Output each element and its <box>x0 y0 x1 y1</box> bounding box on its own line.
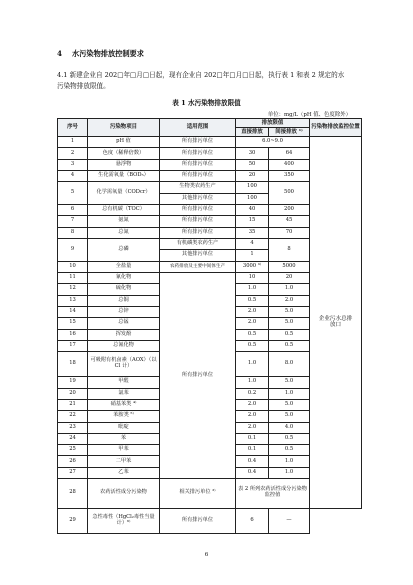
cell-no: 12 <box>58 284 88 295</box>
cell-item: 苯 <box>88 433 160 444</box>
cell-indirect: 0.5 <box>269 329 310 340</box>
cell-no: 24 <box>58 433 88 444</box>
cell-no: 23 <box>58 422 88 433</box>
cell-direct: 20 <box>236 170 269 181</box>
cell-direct: 0.5 <box>236 329 269 340</box>
cell-no: 13 <box>58 295 88 306</box>
cell-indirect: 64 <box>269 148 310 159</box>
cell-no: 4 <box>58 170 88 181</box>
cell-direct: 3000 ³⁾ <box>236 261 269 272</box>
cell-item: 总氰化物 <box>88 340 160 351</box>
cell-no: 15 <box>58 318 88 329</box>
cell-indirect: 5.0 <box>269 399 310 410</box>
cell-indirect: 5000 <box>269 261 310 272</box>
cell-no: 14 <box>58 306 88 317</box>
cell-item: 生化需氧量（BOD₅） <box>88 170 160 181</box>
cell-no: 5 <box>58 182 88 205</box>
cell-item: 急性毒性（HgCl₂毒性当量计）⁶⁾ <box>88 508 160 533</box>
cell-item: pH 值 <box>88 137 160 148</box>
table-row <box>58 508 362 533</box>
cell-special-limits: 表 2 所列农药活性成分污染物监控值 <box>236 479 310 508</box>
cell-no: 22 <box>58 411 88 422</box>
cell-indirect: 1.0 <box>269 456 310 467</box>
cell-scope: 所有排污单位 <box>160 170 236 181</box>
cell-indirect: 4.0 <box>269 422 310 433</box>
cell-no: 16 <box>58 329 88 340</box>
cell-scope: 生物类农药生产 <box>160 182 236 193</box>
unit-note: 单位：mg/L（pH 值、色度除外） <box>267 112 351 118</box>
table-row <box>58 137 362 148</box>
cell-no: 26 <box>58 456 88 467</box>
cell-item: 悬浮物 <box>88 159 160 170</box>
cell-item: 挥发酚 <box>88 329 160 340</box>
cell-no: 27 <box>58 467 88 478</box>
cell-item: 硝基苯类 ⁴⁾ <box>88 399 160 410</box>
cell-no: 9 <box>58 238 88 261</box>
cell-no: 2 <box>58 148 88 159</box>
section-number: 4 <box>57 49 63 58</box>
cell-indirect: 5.0 <box>269 411 310 422</box>
cell-direct: 0.4 <box>236 456 269 467</box>
cell-direct: 10 <box>236 272 269 283</box>
cell-no: 20 <box>58 388 88 399</box>
cell-indirect: 5.0 <box>269 377 310 388</box>
cell-no: 25 <box>58 445 88 456</box>
cell-no: 18 <box>58 352 88 377</box>
cell-scope-special: 相关排污单位 ²⁾ <box>160 479 236 508</box>
cell-indirect: 1.0 <box>269 467 310 478</box>
paragraph-line-2: 污染物排放限值。 <box>57 82 110 90</box>
cell-no: 10 <box>58 261 88 272</box>
cell-direct: 2.0 <box>236 422 269 433</box>
header-direct: 直接排放 <box>236 128 269 137</box>
cell-item: 农药活性成分污染物 <box>88 479 160 508</box>
cell-item: 氯苯 <box>88 388 160 399</box>
cell-scope: 所有排污单位 <box>160 216 236 227</box>
cell-no: 29 <box>58 508 88 533</box>
cell-direct: 6.0~9.0 <box>236 137 310 148</box>
cell-direct: 0.1 <box>236 433 269 444</box>
page-number: 6 <box>204 552 209 558</box>
cell-direct: 100 <box>236 182 269 193</box>
cell-no: 19 <box>58 377 88 388</box>
header-monitor: 污染物排放监控位置 <box>310 119 362 137</box>
cell-item: 总氮 <box>88 227 160 238</box>
emission-limits-table <box>57 118 362 534</box>
header-pollutant: 污染物项目 <box>88 119 160 137</box>
cell-item: 化学需氧量（CODcr） <box>88 182 160 205</box>
cell-indirect: 8 <box>269 238 310 261</box>
cell-indirect: 5.0 <box>269 318 310 329</box>
header-limits: 排放限值 <box>236 119 310 128</box>
cell-item: 甲醛 <box>88 377 160 388</box>
cell-direct: 0.4 <box>236 467 269 478</box>
cell-no: 3 <box>58 159 88 170</box>
cell-indirect: 400 <box>269 159 310 170</box>
cell-scope: 所有排污单位 <box>160 204 236 215</box>
cell-direct: 1.0 <box>236 377 269 388</box>
cell-direct: 35 <box>236 227 269 238</box>
cell-scope: 其他排污单位 <box>160 193 236 204</box>
cell-scope-merged: 所有排污单位 <box>160 272 236 478</box>
cell-item: 二甲苯 <box>88 456 160 467</box>
paragraph-line-1: 4.1 新建企业自 202□年□月□日起，现有企业自 202□年□月□日起，执行表 1 和表 2 规定的水 <box>57 71 345 79</box>
cell-direct: 6 <box>236 508 269 533</box>
cell-scope: 所有排污单位 <box>160 137 236 148</box>
cell-item: 总磷 <box>88 238 160 261</box>
header-seq: 序号 <box>58 119 88 137</box>
cell-item: 可吸附有机卤素（AOX）（以 Cl 计） <box>88 352 160 377</box>
cell-indirect: — <box>269 508 310 533</box>
cell-no: 28 <box>58 479 88 508</box>
cell-indirect: 1.0 <box>269 388 310 399</box>
cell-indirect: 70 <box>269 227 310 238</box>
cell-item: 总锰 <box>88 318 160 329</box>
cell-indirect: 350 <box>269 170 310 181</box>
cell-direct: 30 <box>236 148 269 159</box>
cell-indirect: 5.0 <box>269 306 310 317</box>
cell-direct: 1.0 <box>236 284 269 295</box>
cell-no: 7 <box>58 216 88 227</box>
cell-direct: 15 <box>236 216 269 227</box>
cell-item: 乙苯 <box>88 467 160 478</box>
cell-scope: 所有排污单位 <box>160 159 236 170</box>
cell-direct: 1.0 <box>236 352 269 377</box>
cell-scope: 农药排放及主要中间体生产 <box>160 261 236 272</box>
cell-direct: 2.0 <box>236 399 269 410</box>
cell-item: 总铜 <box>88 295 160 306</box>
cell-item: 全盐量 <box>88 261 160 272</box>
cell-direct: 0.5 <box>236 295 269 306</box>
cell-direct: 40 <box>236 204 269 215</box>
cell-direct: 100 <box>236 193 269 204</box>
cell-direct: 0.2 <box>236 388 269 399</box>
cell-direct: 2.0 <box>236 306 269 317</box>
cell-no: 6 <box>58 204 88 215</box>
cell-no: 1 <box>58 137 88 148</box>
cell-scope: 有机磷类农药生产 <box>160 238 236 249</box>
section-heading <box>57 49 144 59</box>
cell-indirect: 45 <box>269 216 310 227</box>
cell-item: 氨氮 <box>88 216 160 227</box>
cell-no: 17 <box>58 340 88 351</box>
cell-scope: 所有排污单位 <box>160 148 236 159</box>
monitor-location: 企业污水总排放口 <box>310 137 362 509</box>
cell-indirect: 8.0 <box>269 352 310 377</box>
cell-indirect: 500 <box>269 182 310 205</box>
cell-item: 硫化物 <box>88 284 160 295</box>
cell-direct: 4 <box>236 238 269 249</box>
cell-indirect: 2.0 <box>269 295 310 306</box>
cell-indirect: 0.5 <box>269 445 310 456</box>
cell-indirect: 200 <box>269 204 310 215</box>
cell-direct: 2.0 <box>236 318 269 329</box>
cell-no: 21 <box>58 399 88 410</box>
cell-no: 8 <box>58 227 88 238</box>
cell-direct: 1 <box>236 250 269 261</box>
cell-scope: 所有排污单位 <box>160 227 236 238</box>
table-title: 表 1 水污染物排放限值 <box>172 99 241 107</box>
cell-indirect: 0.5 <box>269 340 310 351</box>
cell-scope: 其他排污单位 <box>160 250 236 261</box>
cell-direct: 50 <box>236 159 269 170</box>
cell-item: 吡啶 <box>88 422 160 433</box>
cell-item: 色度（稀释倍数） <box>88 148 160 159</box>
cell-indirect: 0.5 <box>269 433 310 444</box>
cell-direct: 2.0 <box>236 411 269 422</box>
cell-item: 苯胺类 ⁵⁾ <box>88 411 160 422</box>
header-indirect: 间接排放 ¹⁾ <box>269 128 310 137</box>
cell-item: 总有机碳（TOC） <box>88 204 160 215</box>
cell-item: 氰化物 <box>88 272 160 283</box>
section-title: 水污染物排放控制要求 <box>72 49 144 58</box>
header-scope: 适用范围 <box>160 119 236 137</box>
cell-indirect: 20 <box>269 272 310 283</box>
cell-indirect: 1.0 <box>269 284 310 295</box>
cell-direct: 0.5 <box>236 340 269 351</box>
cell-scope: 所有排污单位 <box>160 508 236 533</box>
cell-item: 总锌 <box>88 306 160 317</box>
cell-direct: 0.1 <box>236 445 269 456</box>
cell-item: 甲苯 <box>88 445 160 456</box>
cell-no: 11 <box>58 272 88 283</box>
